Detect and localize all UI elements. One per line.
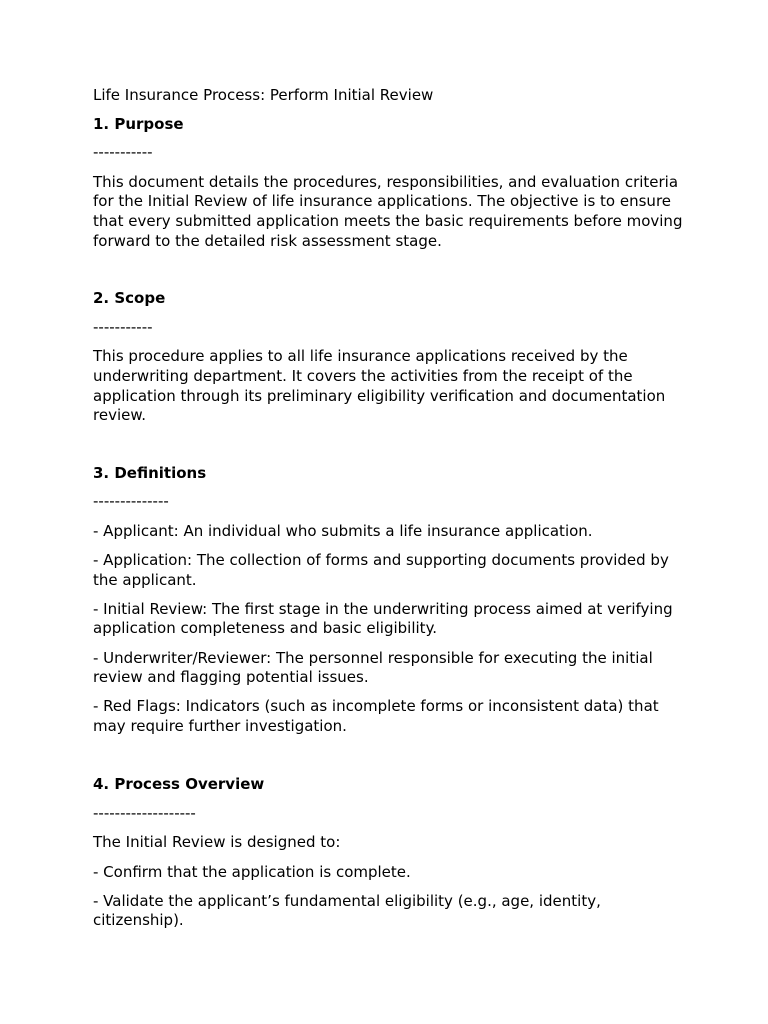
section-definitions <box>93 464 683 737</box>
section-body: This procedure applies to all life insurance applications received by the underwriting department. It covers the activities from the receipt of the application through its preliminary eligibility verification and documentation review. <box>93 347 666 425</box>
section-intro: The Initial Review is designed to: <box>93 833 341 852</box>
section-purpose <box>93 115 683 252</box>
section-spacer <box>93 746 683 775</box>
section-rule: -------------- <box>93 492 169 511</box>
definition-item: - Initial Review: The first stage in the underwriting process aimed at verifying application completeness and basic eligibility. <box>93 599 673 638</box>
section-rule: ----------- <box>93 143 153 162</box>
section-scope <box>93 289 683 426</box>
section-spacer <box>93 435 683 464</box>
definition-item: - Red Flags: Indicators (such as incomplete forms or inconsistent data) that may require further investigation. <box>93 697 659 736</box>
section-rule: ------------------- <box>93 803 196 822</box>
section-heading: 3. Definitions <box>93 463 207 482</box>
section-heading: 4. Process Overview <box>93 775 265 794</box>
overview-item: - Confirm that the application is complete. <box>93 862 411 881</box>
document-page <box>93 86 683 941</box>
section-rule: ----------- <box>93 317 153 336</box>
section-heading: 1. Purpose <box>93 114 184 133</box>
document-title: Life Insurance Process: Perform Initial Review <box>93 86 434 104</box>
section-heading: 2. Scope <box>93 289 166 308</box>
definition-item: - Underwriter/Reviewer: The personnel responsible for executing the initial review and flagging potential issues. <box>93 648 653 687</box>
definition-item: - Application: The collection of forms and supporting documents provided by the applicant. <box>93 551 669 589</box>
overview-item: - Validate the applicant’s fundamental eligibility (e.g., age, identity, citizenship). <box>93 891 601 930</box>
definition-item: - Applicant: An individual who submits a life insurance application. <box>93 521 593 540</box>
section-spacer <box>93 260 683 289</box>
section-body: This document details the procedures, responsibilities, and evaluation criteria for the Initial Review of life insurance applications. The objective is to ensure that every submitted application meets the basic requirements before moving forward to the detailed risk assessment stage. <box>93 172 683 250</box>
section-process-overview <box>93 775 683 931</box>
